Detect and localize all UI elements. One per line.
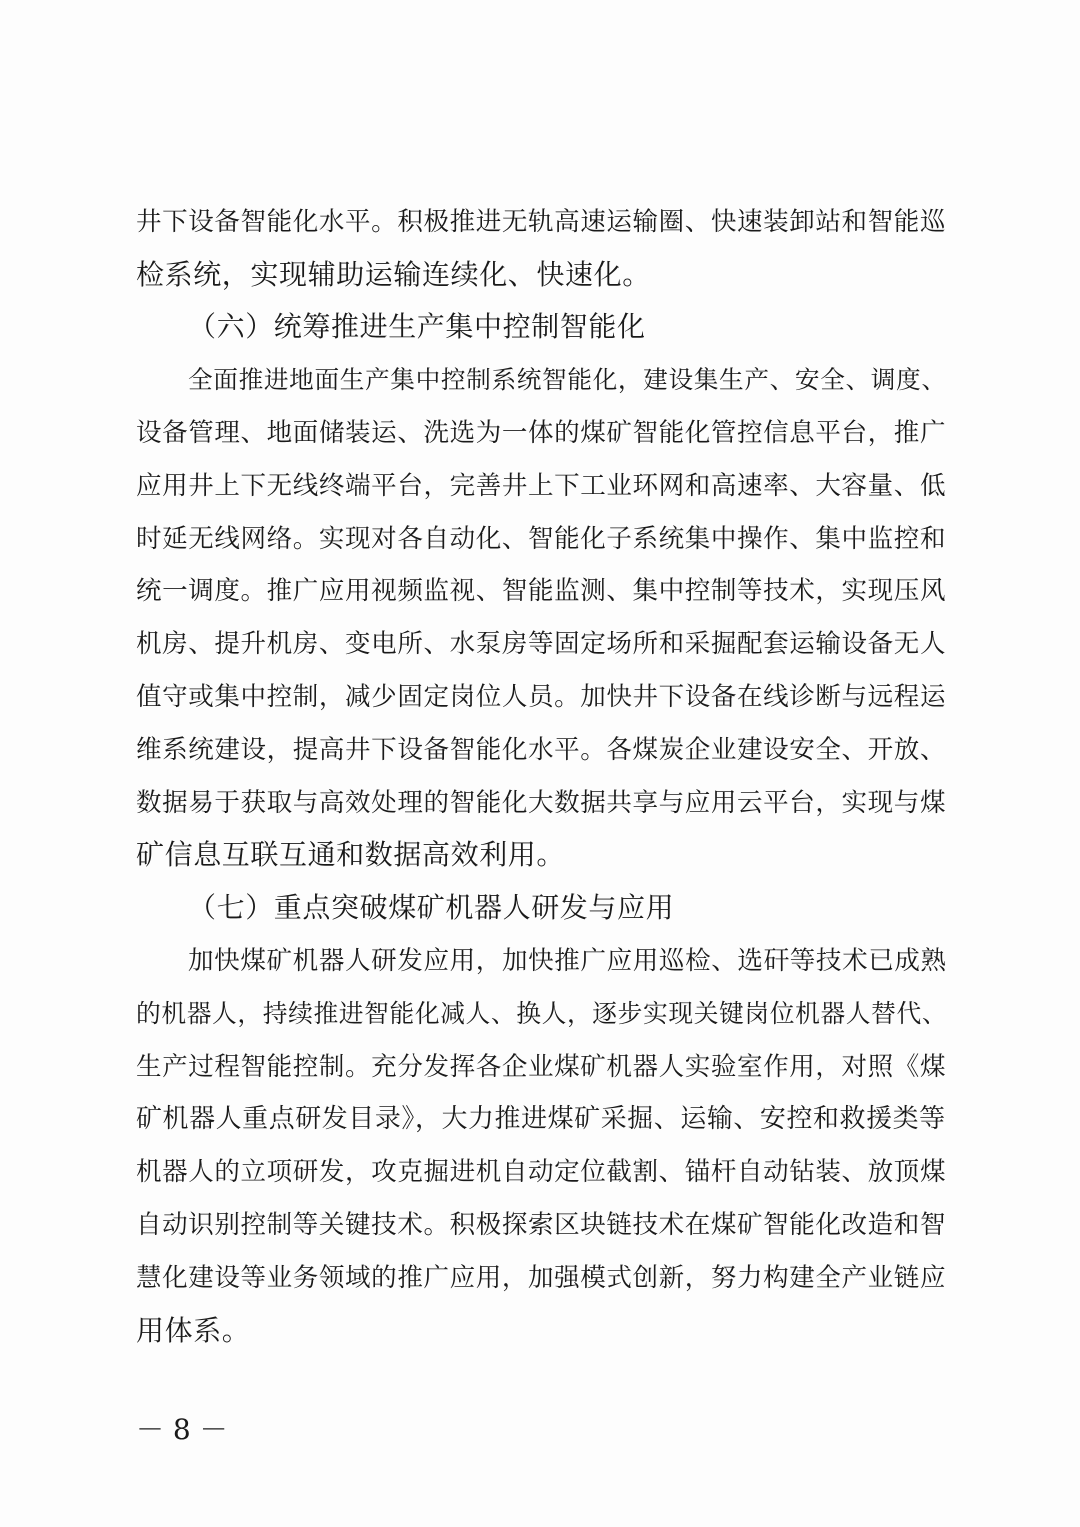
text-line: 设备管理、地面储装运、洗选为一体的煤矿智能化管控信息平台，推广 bbox=[136, 418, 947, 448]
text-line: 的机器人，持续推进智能化减人、换人，逐步实现关键岗位机器人替代、 bbox=[136, 999, 948, 1028]
text-line: 生产过程智能控制。充分发挥各企业煤矿机器人实验室作用，对照《煤 bbox=[136, 1052, 947, 1082]
text-line: 机器人的立项研发，攻克掘进机自动定位截割、锚杆自动钻装、放顶煤 bbox=[136, 1157, 947, 1187]
section-heading-6: （六）统筹推进生产集中控制智能化 bbox=[188, 310, 646, 343]
text-line: 机房、提升机房、变电所、水泵房等固定场所和采掘配套运输设备无人 bbox=[136, 629, 947, 659]
text-line: 应用井上下无线终端平台，完善井上下工业环网和高速率、大容量、低 bbox=[136, 471, 947, 501]
text-line: 时延无线网络。实现对各自动化、智能化子系统集中操作、集中监控和 bbox=[136, 524, 947, 554]
text-line: 井下设备智能化水平。积极推进无轨高速运输圈、快速装卸站和智能巡 bbox=[136, 207, 947, 237]
text-line: 维系统建设，提高井下设备智能化水平。各煤炭企业建设安全、开放、 bbox=[136, 735, 947, 765]
text-line: 慧化建设等业务领域的推广应用，加强模式创新，努力构建全产业链应 bbox=[136, 1263, 947, 1293]
section-heading-7: （七）重点突破煤矿机器人研发与应用 bbox=[188, 891, 675, 924]
page-number: － 8 － bbox=[136, 1413, 228, 1446]
paragraph-start: 加快煤矿机器人研发应用，加快推广应用巡检、选矸等技术已成熟 bbox=[188, 946, 947, 976]
paragraph-start: 全面推进地面生产集中控制系统智能化，建设集生产、安全、调度、 bbox=[188, 365, 947, 394]
text-line: 检系统，实现辅助运输连续化、快速化。 bbox=[136, 258, 651, 291]
text-line: 值守或集中控制，减少固定岗位人员。加快井下设备在线诊断与远程运 bbox=[136, 682, 947, 712]
text-line: 矿信息互联互通和数据高效利用。 bbox=[136, 838, 566, 871]
text-line: 统一调度。推广应用视频监视、智能监测、集中控制等技术，实现压风 bbox=[136, 576, 947, 606]
text-line: 数据易于获取与高效处理的智能化大数据共享与应用云平台，实现与煤 bbox=[136, 788, 947, 818]
text-line: 用体系。 bbox=[136, 1314, 251, 1347]
text-line: 矿机器人重点研发目录》，大力推进煤矿采掘、运输、安控和救援类等 bbox=[136, 1104, 946, 1134]
text-line: 自动识别控制等关键技术。积极探索区块链技术在煤矿智能化改造和智 bbox=[136, 1210, 947, 1240]
